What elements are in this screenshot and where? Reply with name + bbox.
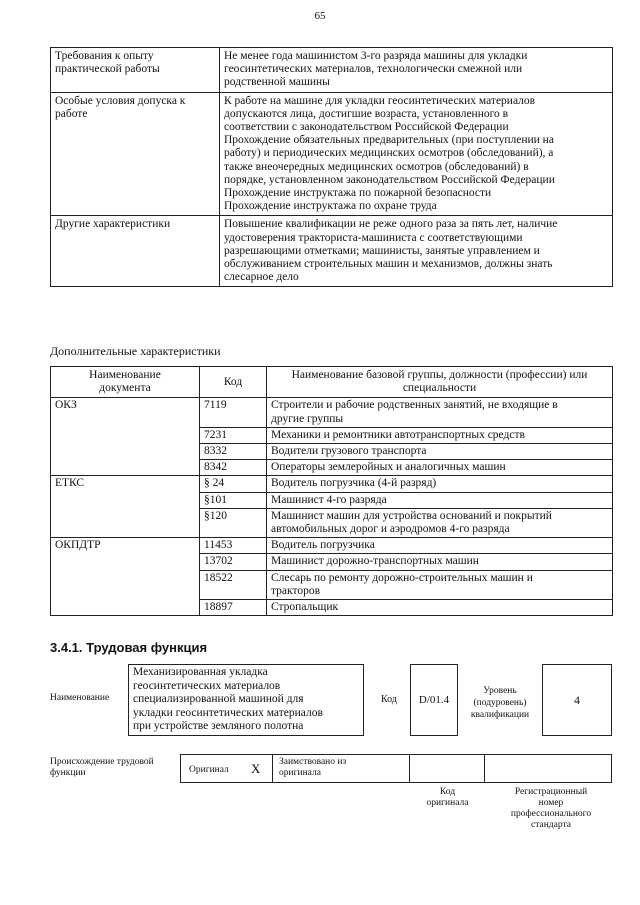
function-code-value: D/01.4 xyxy=(418,694,450,706)
occupation-code: 7119 xyxy=(200,398,267,427)
requirement-value-line: Не менее года машинистом 3-го разряда машины для укладки xyxy=(224,50,528,62)
occupation-code: 7231 xyxy=(200,427,267,443)
original-code-cell xyxy=(410,755,485,782)
requirement-value-line: порядке, установленном законодательством Российской Федерации xyxy=(224,173,555,186)
requirement-label-line: практической работы xyxy=(55,63,160,76)
table-row xyxy=(51,538,613,554)
requirement-value xyxy=(220,92,613,216)
requirement-value-line: обслуживанием строительных машин и механизмов, должны знать xyxy=(224,258,553,271)
requirement-value-line: соответствии с законодательством Российской Федерации xyxy=(224,121,509,134)
original-cell xyxy=(181,755,273,782)
occupation-name xyxy=(267,600,613,616)
borrowed-label: Заимствовано из оригинала xyxy=(279,757,347,778)
labor-function-heading: 3.4.1. Трудовая функция xyxy=(50,640,208,655)
occupation-name-line: Водитель погрузчика (4-й разряд) xyxy=(271,477,437,490)
qualification-level-box xyxy=(542,664,612,736)
occupation-name-line: Механики и ремонтники автотранспортных средств xyxy=(271,428,525,441)
occupation-code: § 24 xyxy=(200,476,267,492)
requirement-value xyxy=(220,216,613,287)
occupation-name-line: Стропальщик xyxy=(271,601,339,614)
requirement-label xyxy=(51,92,220,216)
occupation-code: 11453 xyxy=(200,538,267,554)
function-name-box xyxy=(128,664,364,736)
requirement-label-line: Другие характеристики xyxy=(55,218,171,231)
qualification-level-label: Уровень (подуровень) квалификации xyxy=(470,686,530,720)
origin-label: Происхождение трудовой функции xyxy=(50,757,154,778)
function-name-line: геосинтетических материалов xyxy=(133,679,281,692)
requirement-value-line: работу) и периодических медицинских осмотров (обследований), а xyxy=(224,147,554,160)
requirement-row xyxy=(51,216,613,287)
requirements-table xyxy=(50,47,613,287)
function-name-line: Механизированная укладка xyxy=(133,666,268,678)
code-label: Код xyxy=(381,694,397,705)
occupation-name-line: Строители и рабочие родственных занятий, не входящие в xyxy=(271,399,558,412)
requirement-label-line: работе xyxy=(55,107,88,120)
function-name-line: при устройстве земляного полотна xyxy=(133,720,304,732)
requirement-value-line: также внеочередных медицинских осмотров (обследований) в xyxy=(224,160,529,173)
name-label: Наименование xyxy=(50,693,110,703)
registration-number-caption: Регистрационный номер профессионального стандарта xyxy=(510,787,592,830)
occupation-name xyxy=(267,508,613,537)
original-code-caption: Код оригинала xyxy=(426,787,469,808)
origin-row xyxy=(180,754,612,783)
occupation-name-line: Водители грузового транспорта xyxy=(271,445,427,458)
occupation-name-line: автомобильных дорог и аэродромов 4-го разряда xyxy=(271,523,510,536)
requirement-label-line: Требования к опыту xyxy=(55,50,154,62)
requirement-value-line: допускаются лица, достигшие возраста, установленного в xyxy=(224,107,509,120)
requirement-value-line: разрешающими отметками; машинисты, занятые управлением и xyxy=(224,244,540,257)
occupation-name xyxy=(267,538,613,554)
requirement-label xyxy=(51,216,220,287)
occupation-code: 18522 xyxy=(200,570,267,599)
page-number: 65 xyxy=(314,10,326,22)
requirement-value-line: родственной машины xyxy=(224,76,330,89)
occupation-code: 8332 xyxy=(200,444,267,460)
header-doc: Наименование документа xyxy=(51,367,200,398)
occupation-name xyxy=(267,427,613,443)
requirement-value-line: удостоверения тракториста-машиниста с соответствующими xyxy=(224,231,523,244)
table-row xyxy=(51,476,613,492)
requirement-value xyxy=(220,48,613,93)
occupation-name xyxy=(267,570,613,599)
requirement-value-line: Прохождение инструктажа по пожарной безопасности xyxy=(224,187,492,200)
occupation-name-line: тракторов xyxy=(271,584,321,597)
occupation-code: 13702 xyxy=(200,554,267,570)
document-name: ЕТКС xyxy=(51,476,200,538)
occupation-name xyxy=(267,554,613,570)
requirement-value-line: К работе на машине для укладки геосинтетических материалов xyxy=(224,94,536,107)
extra-characteristics-table xyxy=(50,366,613,616)
requirement-value-line: Прохождение обязательных предварительных (при поступлении на xyxy=(224,134,554,147)
occupation-code: 8342 xyxy=(200,460,267,476)
requirement-value-line: Прохождение инструктажа по охране труда xyxy=(224,200,437,213)
requirement-value-line: Повышение квалификации не реже одного раза за пять лет, наличие xyxy=(224,218,558,231)
original-mark: X xyxy=(251,761,261,776)
function-name-line: укладки геосинтетических материалов xyxy=(133,706,323,719)
document-name: ОКПДТР xyxy=(51,538,200,616)
occupation-code: 18897 xyxy=(200,600,267,616)
occupation-name-line: другие группы xyxy=(271,412,344,425)
occupation-name xyxy=(267,398,613,427)
occupation-name-line: Операторы землеройных и аналогичных машин xyxy=(271,461,506,474)
occupation-code: §101 xyxy=(200,492,267,508)
requirement-label-line: Особые условия допуска к xyxy=(55,94,186,107)
occupation-name-line: Машинист 4-го разряда xyxy=(271,493,387,506)
occupation-name-line: Слесарь по ремонту дорожно-строительных машин и xyxy=(271,571,533,584)
document-name: ОКЗ xyxy=(51,398,200,476)
header-code: Код xyxy=(200,367,267,398)
occupation-name-line: Машинист машин для устройства оснований и покрытий xyxy=(271,509,552,522)
header-name: Наименование базовой группы, должности (профессии) или специальности xyxy=(267,367,613,398)
occupation-name-line: Машинист дорожно-транспортных машин xyxy=(271,555,479,568)
function-code-box xyxy=(410,664,458,736)
requirement-value-line: геосинтетических материалов, технологически смежной или xyxy=(224,63,523,76)
requirement-row xyxy=(51,92,613,216)
occupation-name xyxy=(267,476,613,492)
requirement-value-line: слесарное дело xyxy=(224,271,299,284)
requirement-label xyxy=(51,48,220,93)
extra-characteristics-title: Дополнительные характеристики xyxy=(50,344,221,358)
requirement-row xyxy=(51,48,613,93)
table-row xyxy=(51,398,613,427)
occupation-name xyxy=(267,492,613,508)
occupation-name-line: Водитель погрузчика xyxy=(271,539,375,552)
registration-number-cell xyxy=(485,755,611,782)
qualification-level-value: 4 xyxy=(574,692,580,707)
function-name-line: специализированной машиной для xyxy=(133,693,304,705)
original-label: Оригинал xyxy=(189,765,229,775)
occupation-name xyxy=(267,444,613,460)
borrowed-cell xyxy=(273,755,410,782)
occupation-code: §120 xyxy=(200,508,267,537)
table-header-row xyxy=(51,367,613,398)
occupation-name xyxy=(267,460,613,476)
